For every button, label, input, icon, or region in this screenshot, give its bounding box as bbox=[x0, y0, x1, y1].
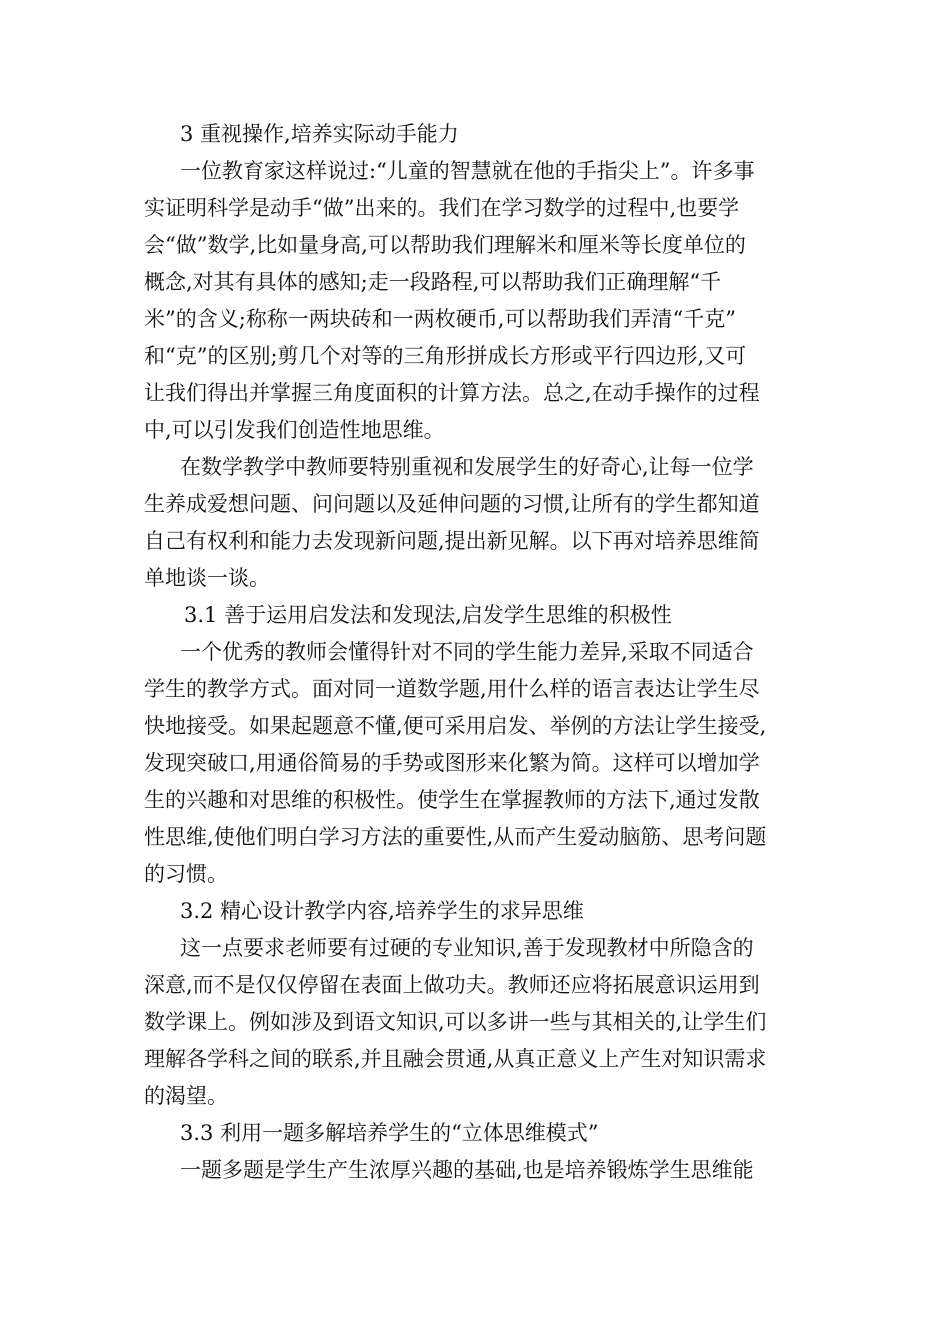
paragraph-line: 快地接受。如果起题意不懂,便可采用启发、举例的方法让学生接受, bbox=[144, 714, 767, 738]
paragraph-line: 米”的含义;称称一两块砖和一两枚硬币,可以帮助我们弄清“千克” bbox=[144, 307, 736, 331]
paragraph-line: 一位教育家这样说过:“儿童的智慧就在他的手指尖上”。许多事 bbox=[180, 159, 755, 183]
paragraph-line: 单地谈一谈。 bbox=[144, 566, 270, 590]
paragraph-line: 概念,对其有具体的感知;走一段路程,可以帮助我们正确理解“千 bbox=[144, 270, 722, 294]
paragraph-line: 的习惯。 bbox=[144, 862, 228, 886]
section-heading-3: 3 重视操作,培养实际动手能力 bbox=[180, 122, 459, 146]
paragraph-line: 在数学教学中教师要特别重视和发展学生的好奇心,让每一位学 bbox=[180, 455, 754, 479]
paragraph-line: 和“克”的区别;剪几个对等的三角形拼成长方形或平行四边形,又可 bbox=[144, 344, 747, 368]
paragraph-line: 性思维,使他们明白学习方法的重要性,从而产生爱动脑筋、思考问题 bbox=[144, 825, 767, 849]
document-body bbox=[144, 116, 808, 1189]
paragraph-line: 理解各学科之间的联系,并且融会贯通,从真正意义上产生对知识需求 bbox=[144, 1047, 767, 1071]
paragraph-line: 实证明科学是动手“做”出来的。我们在学习数学的过程中,也要学 bbox=[144, 196, 740, 220]
paragraph-line: 会“做”数学,比如量身高,可以帮助我们理解米和厘米等长度单位的 bbox=[144, 233, 746, 257]
paragraph-line: 学生的教学方式。面对同一道数学题,用什么样的语言表达让学生尽 bbox=[144, 677, 760, 701]
paragraph-line: 中,可以引发我们创造性地思维。 bbox=[144, 418, 445, 442]
paragraph-line: 生养成爱想问题、问问题以及延伸问题的习惯,让所有的学生都知道 bbox=[144, 492, 760, 516]
paragraph-line: 一题多题是学生产生浓厚兴趣的基础,也是培养锻炼学生思维能 bbox=[180, 1158, 754, 1182]
paragraph-line: 的渴望。 bbox=[144, 1084, 228, 1108]
paragraph-line: 数学课上。例如涉及到语文知识,可以多讲一些与其相关的,让学生们 bbox=[144, 1010, 767, 1034]
section-heading-3-1: 3.1 善于运用启发法和发现法,启发学生思维的积极性 bbox=[184, 603, 672, 627]
paragraph-line: 发现突破口,用通俗简易的手势或图形来化繁为简。这样可以增加学 bbox=[144, 751, 760, 775]
paragraph-line: 深意,而不是仅仅停留在表面上做功夫。教师还应将拓展意识运用到 bbox=[144, 973, 760, 997]
paragraph-line: 让我们得出并掌握三角度面积的计算方法。总之,在动手操作的过程 bbox=[144, 381, 760, 405]
section-heading-3-2: 3.2 精心设计教学内容,培养学生的求异思维 bbox=[180, 899, 584, 923]
paragraph-line: 一个优秀的教师会懂得针对不同的学生能力差异,采取不同适合 bbox=[180, 640, 754, 664]
paragraph-line: 自己有权利和能力去发现新问题,提出新见解。以下再对培养思维简 bbox=[144, 529, 760, 553]
section-heading-3-3: 3.3 利用一题多解培养学生的“立体思维模式” bbox=[180, 1121, 599, 1145]
paragraph-line: 生的兴趣和对思维的积极性。使学生在掌握教师的方法下,通过发散 bbox=[144, 788, 760, 812]
paragraph-line: 这一点要求老师要有过硬的专业知识,善于发现教材中所隐含的 bbox=[180, 936, 754, 960]
